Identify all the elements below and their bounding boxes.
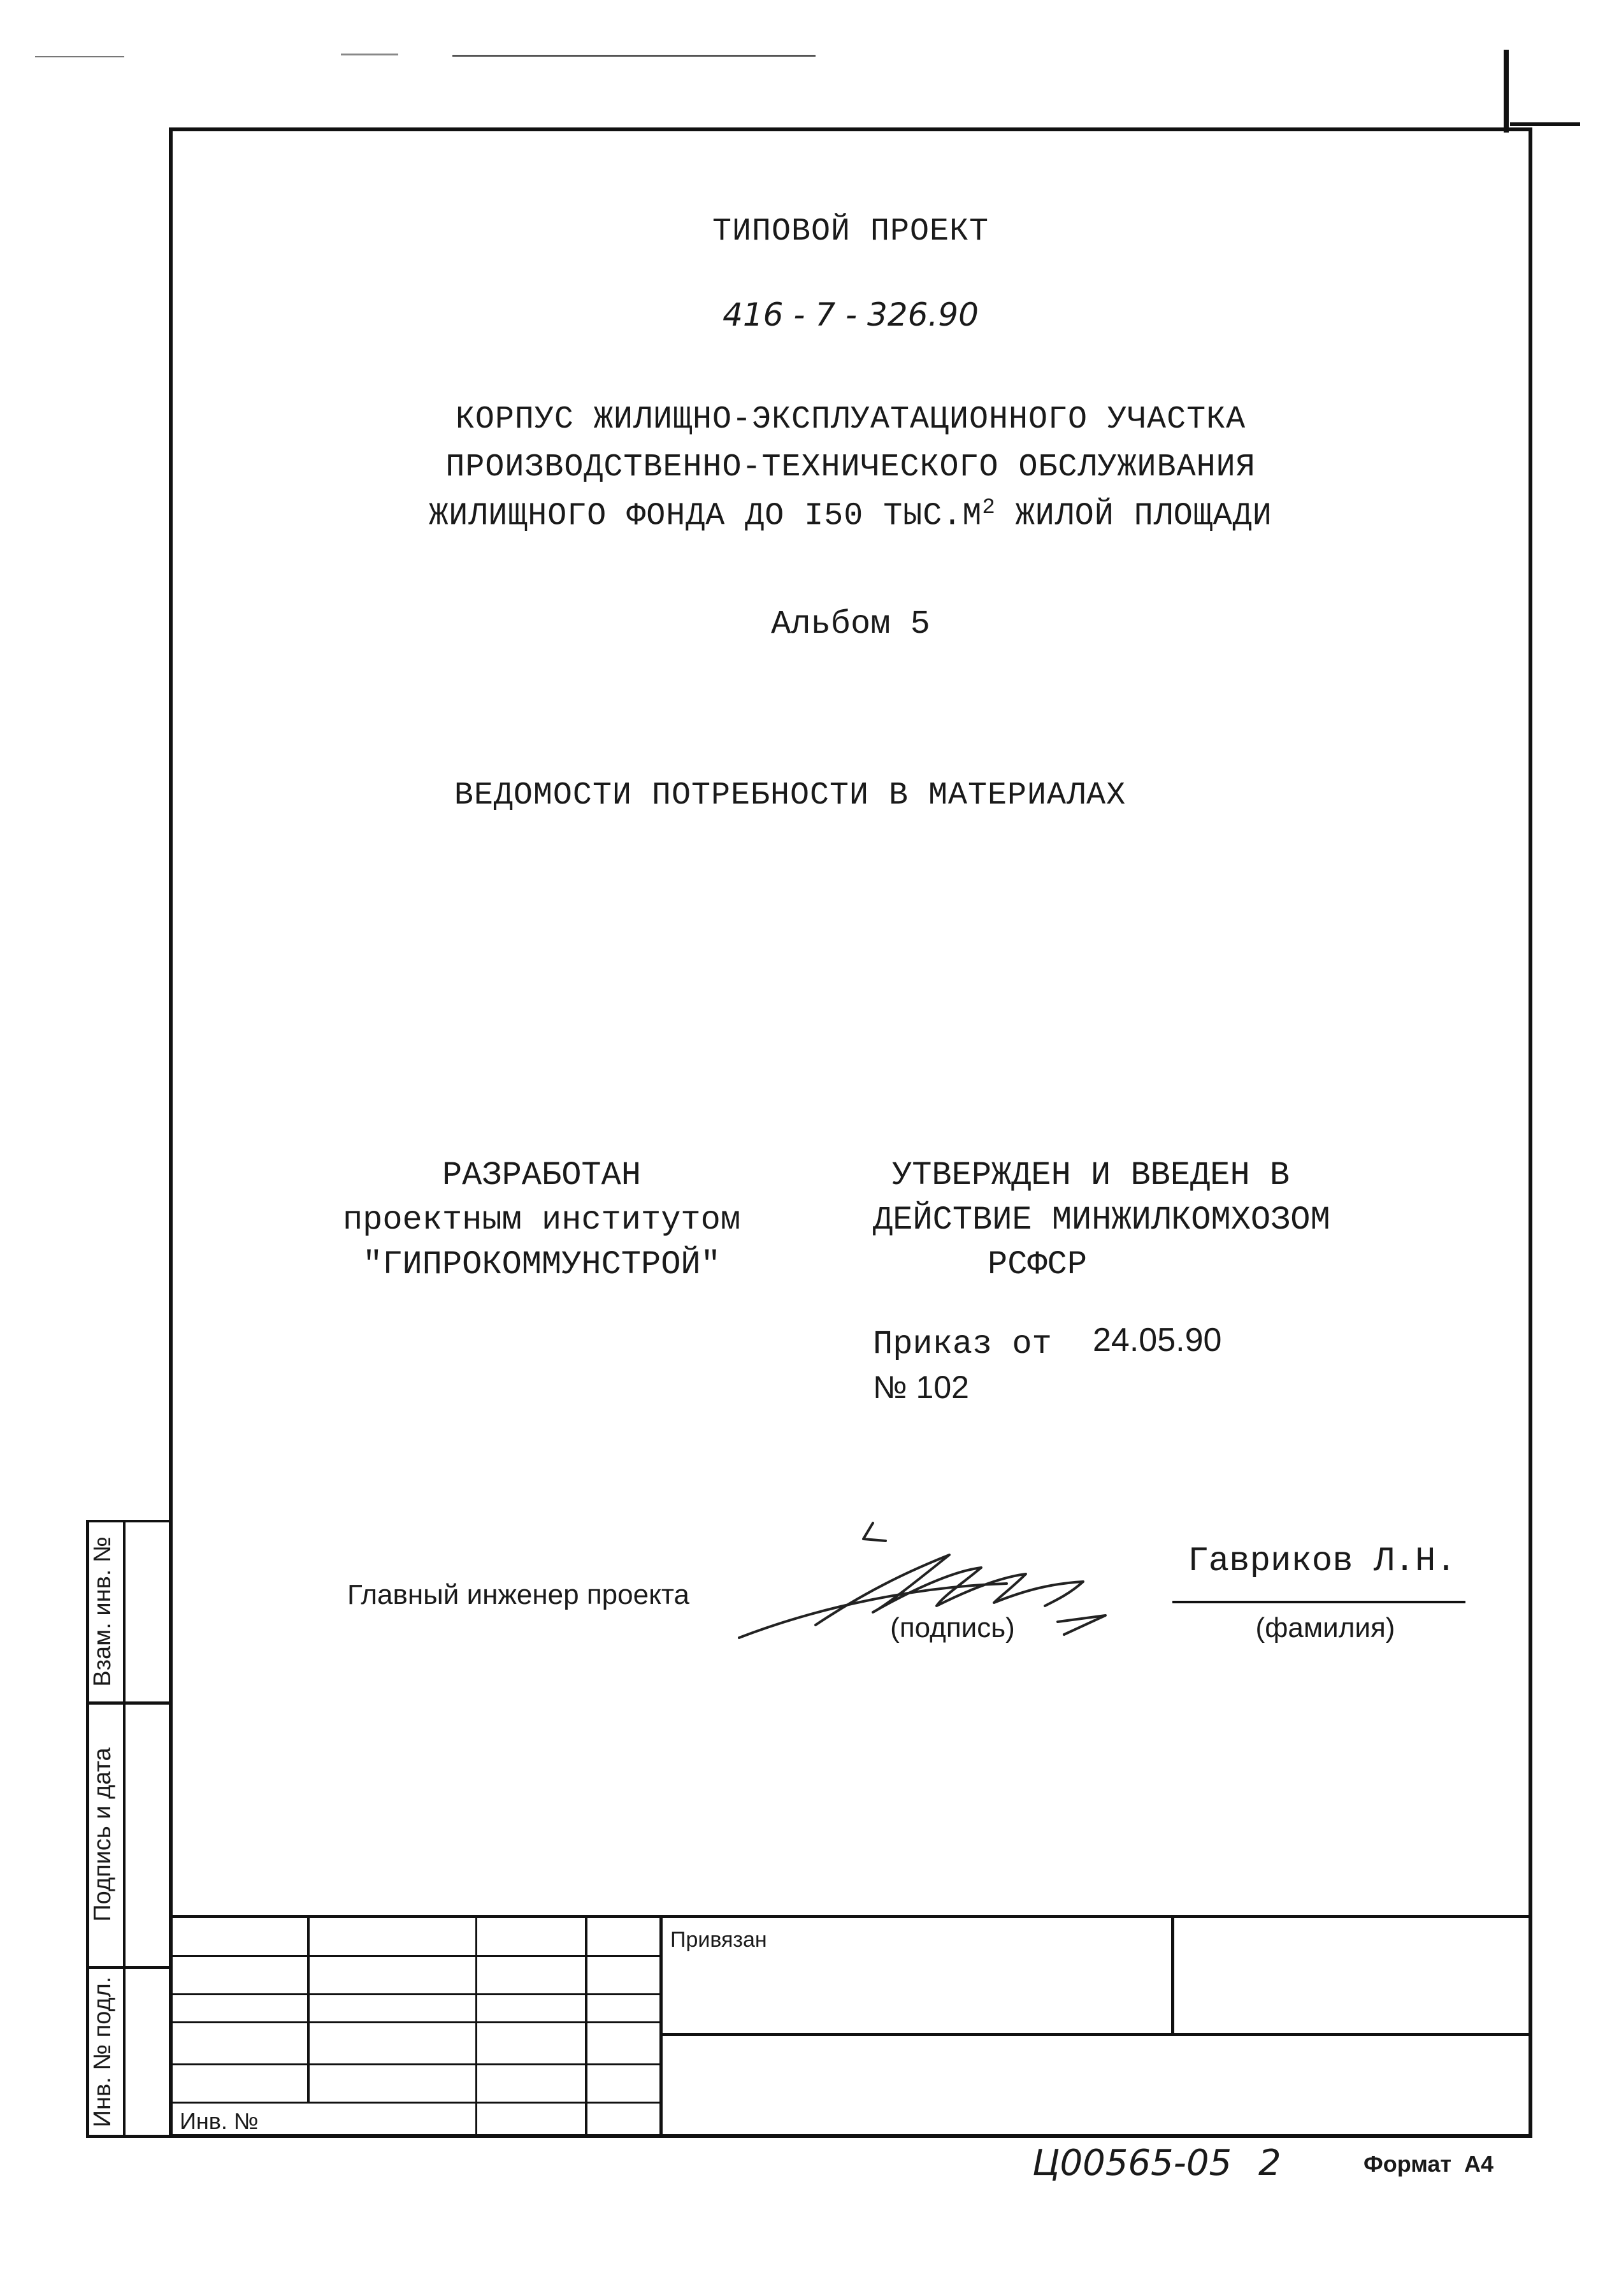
side-label-signature-date: Подпись и дата xyxy=(89,1747,116,1922)
stamp-inv-label: Инв. № xyxy=(180,2108,259,2134)
developer-line-2: "ГИПРОКОММУНСТРОЙ" xyxy=(363,1246,721,1283)
name-caption: (фамилия) xyxy=(1255,1612,1395,1643)
stamp-mid-line xyxy=(659,2033,1532,2036)
object-title-line-3 xyxy=(169,496,1532,535)
album-label: Альбом 5 xyxy=(771,605,930,643)
side-strip-top xyxy=(86,1520,172,1522)
stamp-col-line-3 xyxy=(585,1915,587,2138)
object-title-line-2: ПРОИЗВОДСТВЕННО-ТЕХНИЧЕСКОГО ОБСЛУЖИВАНИЯ xyxy=(445,449,1256,486)
object-title-line-3-main: ЖИЛИЩНОГО ФОНДА ДО I50 ТЫС.М xyxy=(429,498,982,535)
stamp-col-line-1 xyxy=(307,1915,310,2103)
engineer-name: Гавриков Л.Н. xyxy=(1188,1542,1457,1581)
stamp-col-line-2 xyxy=(475,1915,477,2138)
sheet-number: 2 xyxy=(1258,2142,1281,2184)
order-number: № 102 xyxy=(873,1369,969,1405)
chief-engineer-label: Главный инженер проекта xyxy=(347,1579,689,1610)
scan-mark xyxy=(35,56,124,57)
corner-mark-vertical xyxy=(1504,50,1509,133)
order-label: Приказ от xyxy=(873,1325,1052,1363)
object-title-superscript: 2 xyxy=(982,496,996,520)
signature-caption: (подпись) xyxy=(890,1612,1015,1643)
scan-mark xyxy=(341,54,398,55)
stamp-col-line-4 xyxy=(659,1915,663,2138)
approval-line-3: РСФСР xyxy=(988,1246,1088,1283)
order-date: 24.05.90 xyxy=(1093,1322,1222,1359)
object-title-line-1: КОРПУС ЖИЛИЩНО-ЭКСПЛУАТАЦИОННОГО УЧАСТКА xyxy=(455,401,1246,438)
name-underline xyxy=(1172,1601,1465,1603)
side-strip-inner-border xyxy=(123,1520,126,2138)
developer-line-1: проектным институтом xyxy=(342,1201,741,1239)
project-type: ТИПОВОЙ ПРОЕКТ xyxy=(712,213,989,250)
side-label-original-inv: Инв. № подл. xyxy=(89,1976,116,2128)
archive-code: Ц00565-05 xyxy=(1032,2142,1232,2184)
developer-heading: РАЗРАБОТАН xyxy=(442,1157,642,1194)
object-title-line-3-tail: ЖИЛОЙ ПЛОЩАДИ xyxy=(995,498,1272,535)
album-subject: ВЕДОМОСТИ ПОТРЕБНОСТИ В МАТЕРИАЛАХ xyxy=(454,777,1126,814)
approval-line-1: УТВЕРЖДЕН И ВВЕДЕН В xyxy=(892,1157,1290,1194)
project-number: 416 - 7 - 326.90 xyxy=(723,296,979,333)
scan-mark xyxy=(452,55,816,57)
stamp-top-border xyxy=(169,1915,1532,1918)
stamp-privyazan-label: Привязан xyxy=(670,1928,767,1952)
side-label-replacement-inv: Взам. инв. № xyxy=(89,1536,116,1687)
approval-line-2: ДЕЙСТВИЕ МИНЖИЛКОМХОЗОМ xyxy=(873,1201,1330,1239)
stamp-col-line-5 xyxy=(1171,1915,1174,2036)
corner-mark-horizontal xyxy=(1510,122,1580,126)
paper-format: Формат А4 xyxy=(1364,2151,1494,2177)
